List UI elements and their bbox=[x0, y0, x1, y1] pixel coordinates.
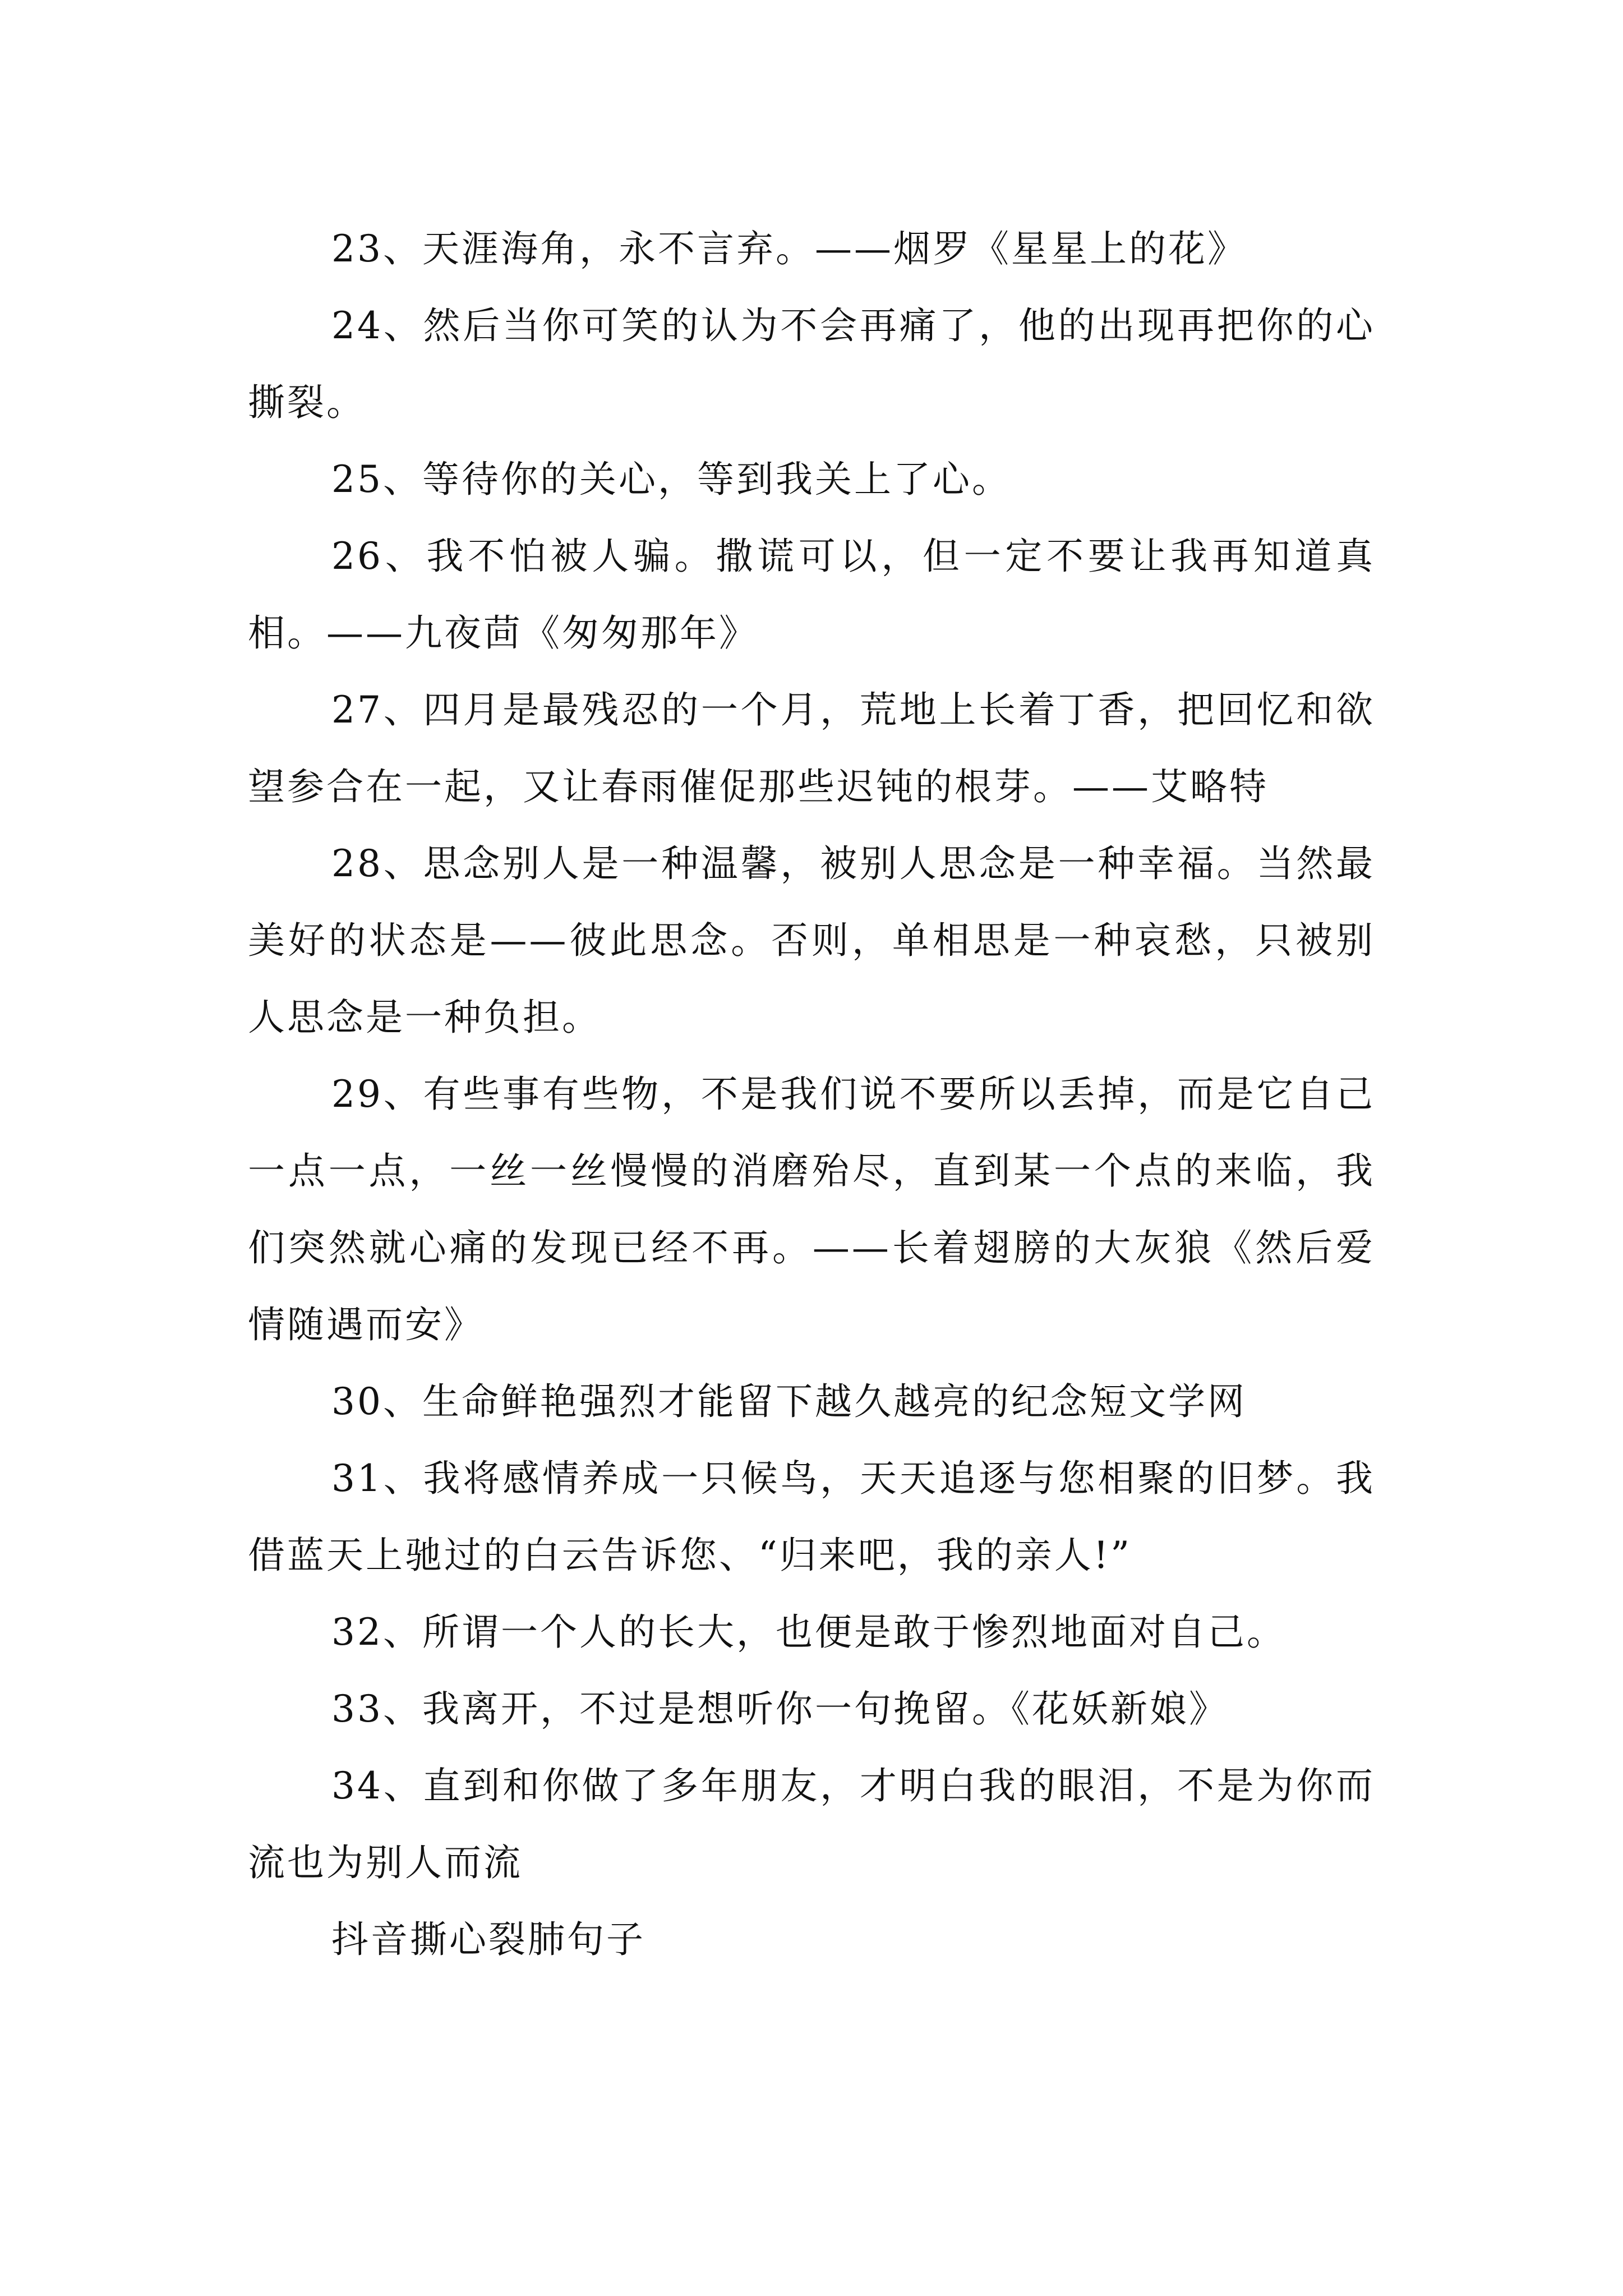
paragraph-34: 34、直到和你做了多年朋友，才明白我的眼泪，不是为你而流也为别人而流 bbox=[248, 1764, 1375, 1884]
paragraph-30: 30、生命鲜艳强烈才能留下越久越亮的纪念短文学网 bbox=[331, 1380, 1247, 1423]
paragraph-28: 28、思念别人是一种温馨，被别人思念是一种幸福。当然最美好的状态是——彼此思念。否则，单相思是一种哀愁，只被别人思念是一种负担。 bbox=[248, 842, 1375, 1039]
paragraph-27: 27、四月是最残忍的一个月，荒地上长着丁香，把回忆和欲望参合在一起，又让春雨催促那些迟钝的根芽。——艾略特 bbox=[248, 688, 1375, 808]
section-heading: 抖音撕心裂肺句子 bbox=[331, 1918, 645, 1961]
paragraph-25: 25、等待你的关心，等到我关上了心。 bbox=[331, 458, 1011, 501]
paragraph-31: 31、我将感情养成一只候鸟，天天追逐与您相聚的旧梦。我借蓝天上驰过的白云告诉您、“归来吧，我的亲人!” bbox=[248, 1457, 1375, 1577]
paragraph-26: 26、我不怕被人骗。撒谎可以，但一定不要让我再知道真相。——九夜茴《匆匆那年》 bbox=[248, 535, 1375, 655]
paragraph-24: 24、然后当你可笑的认为不会再痛了，他的出现再把你的心撕裂。 bbox=[248, 304, 1375, 424]
paragraph-29: 29、有些事有些物，不是我们说不要所以丢掉，而是它自己一点一点，一丝一丝慢慢的消磨殆尽，直到某一个点的来临，我们突然就心痛的发现已经不再。——长着翅膀的大灰狼《然后爱情随遇而安》 bbox=[248, 1073, 1375, 1346]
paragraph-32: 32、所谓一个人的长大，也便是敢于惨烈地面对自己。 bbox=[331, 1611, 1286, 1654]
paragraph-23: 23、天涯海角，永不言弃。——烟罗《星星上的花》 bbox=[331, 227, 1247, 270]
document-body bbox=[248, 210, 1375, 1978]
paragraph-33: 33、我离开，不过是想听你一句挽留。《花妖新娘》 bbox=[331, 1687, 1228, 1731]
